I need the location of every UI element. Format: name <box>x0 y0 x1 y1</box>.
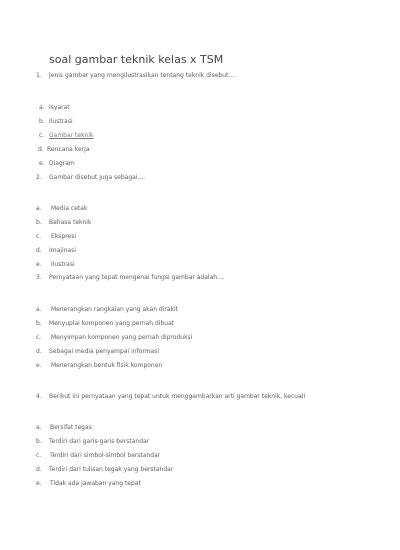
option-text: Ilustrasi <box>51 261 75 268</box>
option-letter: c. <box>39 132 45 139</box>
option-text: Isyarat <box>49 104 70 111</box>
option-letter: a. <box>36 205 42 212</box>
option-letter: c. <box>36 334 42 341</box>
option-text: Menyuplai komponen yang pernah dibuat <box>49 320 175 327</box>
question-number: 4. <box>36 393 42 400</box>
option-letter: c. <box>36 452 42 459</box>
option-letter: c. <box>36 233 42 240</box>
option-text: Bersifat tegas <box>50 424 92 431</box>
option-letter: d. <box>36 247 42 254</box>
option-letter: a. <box>36 424 42 431</box>
option-text: Terdiri dari tulisan tegak yang berstandar <box>49 466 174 473</box>
option-letter: e. <box>36 261 42 268</box>
option-text: Menerangkan bentuk fisik komponen <box>51 362 163 369</box>
option-letter: e. <box>36 480 42 487</box>
option-letter: e. <box>36 362 42 369</box>
option-text: Menerangkan rangkaian yang akan dirakit <box>51 306 179 313</box>
option-text: Imajinasi <box>49 247 76 254</box>
question-number: 1. <box>36 72 42 79</box>
option-letter: b. <box>36 219 42 226</box>
option-link[interactable]: Gambar teknik <box>49 132 94 139</box>
option-text: Bahasa teknik <box>49 219 92 226</box>
page-title: soal gambar teknik kelas x TSM <box>49 53 224 66</box>
option-letter: a. <box>36 306 42 313</box>
option-text: Diagram <box>49 160 75 167</box>
question-number: 2. <box>36 174 42 181</box>
option-letter: e. <box>39 160 45 167</box>
question-text: Jenis gambar yang mengilustrasikan tentang teknik disebut.... <box>49 72 237 79</box>
option-text: Sebagai media penyampai informasi <box>49 348 160 355</box>
option-letter: a. <box>39 104 45 111</box>
question-text: Berikut ini pernyataan yang tepat untuk menggambarkan arti gambar teknik, kecuali <box>49 393 306 400</box>
question-number: 3. <box>36 274 42 281</box>
option-letter: b. <box>39 118 45 125</box>
option-text: Menyimpan komponen yang pernah diproduksi <box>51 334 193 341</box>
option-letter: d. <box>36 348 42 355</box>
option-text: Rencana kerja <box>47 146 90 153</box>
question-text: Gambar disebut juga sebagai.... <box>49 174 146 181</box>
option-letter: d. <box>38 146 44 153</box>
option-letter: b. <box>36 320 42 327</box>
question-text: Pernyataan yang tepat mengenai fungsi gambar adalah.... <box>49 274 225 281</box>
option-text: Ekspresi <box>51 233 77 240</box>
option-text: Terdiri dari garis-garis berstandar <box>49 438 150 445</box>
option-letter: b. <box>36 438 42 445</box>
option-text: Terdiri dari simbol-simbol berstandar <box>50 452 161 459</box>
option-letter: d. <box>36 466 42 473</box>
option-text: Ilustrasi <box>49 118 73 125</box>
option-text: Tidak ada jawaban yang tepat <box>50 480 141 487</box>
option-text: Media cetak <box>51 205 88 212</box>
